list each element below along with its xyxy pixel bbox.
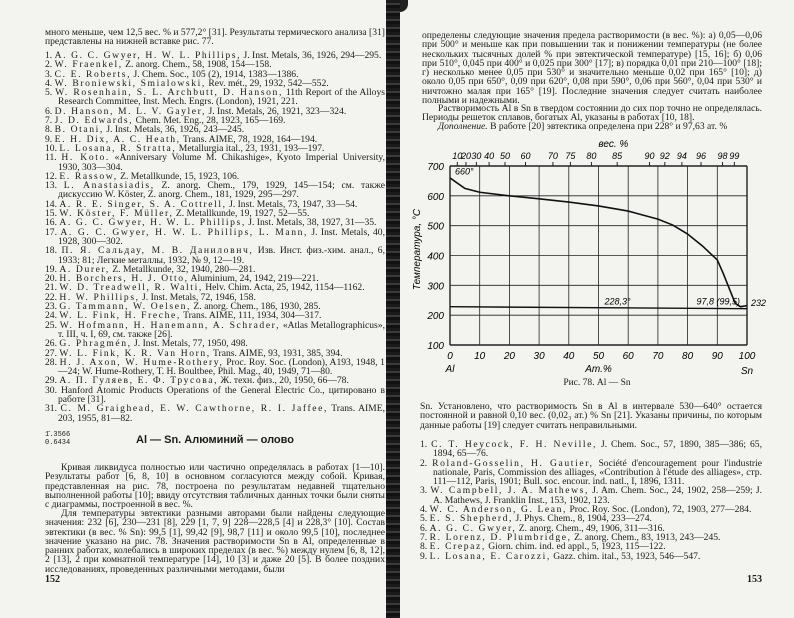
ref-authors: C. M. Graighead, E. W. Cawthorne, R. I. Jaffee, (60, 403, 328, 415)
ref-number: 5. (420, 513, 428, 525)
reference-item (45, 88, 385, 107)
ref-authors: A. Durer, (59, 263, 110, 275)
ref-number: 15. (45, 208, 57, 220)
ref-source: J. Phys. Chem., 8, 1904, 233—274. (513, 513, 652, 525)
x-tick-label: 90 (711, 351, 723, 362)
reference-item (45, 386, 385, 405)
y-tick-label: 700 (427, 162, 444, 173)
ref-source: «Anniversary Volume M. Chikashige», Kyoto Imperial University, 1930, 303—304. (58, 152, 385, 173)
ref-authors: G. Phragmén, (59, 338, 132, 350)
wt-tick-label: 40 (484, 151, 495, 161)
addendum-label: Дополнение. (438, 121, 488, 132)
y-tick-label: 300 (427, 281, 444, 293)
ref-source: J. Inst. Metals, 38, 1927, 31—35. (245, 217, 377, 229)
x-tick-label: 20 (503, 351, 515, 362)
ref-source: J. Inst. Metals, 77, 1950, 498. (131, 338, 248, 350)
x-tick-label: 50 (592, 351, 605, 362)
wt-tick-label: 20 (460, 151, 471, 161)
x-axis-label: Ат.% (585, 364, 612, 375)
ref-source: Z. anorg. Chem., 49, 1906, 311—316. (516, 522, 665, 534)
ref-source: J. Inst. Metals, 73, 1947, 33—54. (226, 198, 358, 210)
ref-number: 9. (420, 550, 428, 562)
label-al-melting: 660° (455, 166, 474, 177)
ref-number: 12. (45, 170, 57, 182)
reference-item (45, 404, 385, 423)
y-tick-label: 100 (427, 341, 444, 352)
ref-authors: A. G. C. Gwyer, H. W. L. Phillips, (54, 50, 242, 61)
ref-number: 23. (45, 301, 57, 313)
reference-item (45, 228, 385, 247)
paragraph-sn-solubility: Sn. Установлено, что растворимость Sn в Al в интервале 530—640° остается постоянной и равной 0,10 вес. (0,02₃ ат.) % Sn [21]. Указаны причины, по которым данные работы [19] следует считать неправильными. (420, 401, 762, 431)
ref-number: 2. (45, 59, 53, 71)
reference-item (45, 181, 385, 200)
ref-authors: J. D. Edwards, (54, 115, 134, 127)
wt-tick-label: 99 (729, 151, 740, 161)
ref-source: J. Chem. Soc., 57, 1890, 385—386; 65, 1894, 65—76. (433, 439, 762, 460)
ref-source: Helv. Chim. Acta, 25, 1942, 1154—1162. (202, 282, 365, 294)
ref-number: 2. (420, 457, 428, 469)
right-page (400, 0, 794, 618)
intro-paragraph: много меньше, чем 12,5 вес. % и 577,2° [31]. Результаты термического анализа [31] представлены на нижней вставке рис. 77. (45, 27, 386, 48)
ref-source: Aluminium, 24, 1942, 219—221. (188, 273, 319, 285)
ref-source: J. Inst. Metals, 36, 1926, 243—245. (103, 124, 245, 136)
ref-authors: G. Tammann, W. Oelsen, (59, 301, 192, 313)
ref-authors: C. E. Roberts, (54, 68, 132, 80)
label-eutectic-temp: 228,3° (604, 296, 631, 307)
ref-authors: H. J. Axon, W. Hume-Rothery, (59, 356, 224, 368)
ref-number: 1. (45, 50, 53, 61)
ref-source: J. Inst. Metals, 36, 1926, 294—295. (241, 50, 382, 61)
reference-item (420, 459, 762, 487)
wt-tick-label: 70 (547, 151, 558, 161)
ref-number: 17. (45, 226, 57, 238)
log-code-2: 0.6434 (45, 438, 71, 447)
ref-number: 31. (45, 403, 57, 415)
ref-authors: L. Losana, R. Stratta, (59, 142, 177, 154)
x-tick-label: 30 (533, 351, 545, 362)
reference-list-left (45, 51, 385, 423)
paragraph-liquidus: Кривая ликвидуса полностью или частично определялась в работах [1—10]. Результаты работ [6, 8, 10] в основном согласуются между собой. Кривая, представленная на рис. 78, построена по результатам недавней тщательно выполненной работы [10]; ввиду отсутствия табличных данных точки были сняты с диаграммы, построенной в вес. %. (45, 462, 385, 511)
wt-tick-label: 10 (452, 151, 463, 161)
ref-source: J. Chem. Soc., 105 (2), 1914, 1383—1386. (131, 68, 299, 80)
wt-tick-label: 92 (659, 151, 670, 161)
y-tick-label: 200 (427, 311, 444, 323)
wt-tick-label: 96 (695, 151, 706, 161)
ref-authors: H. Borchers, H. J. Otto, (59, 273, 189, 285)
ref-authors: П. Я. Сальдау, М. В. Даниловнч, (61, 245, 254, 257)
reference-item (420, 440, 762, 459)
ref-authors: W. Campbell, J. A. Mathews, (430, 485, 590, 497)
ref-number: 30. (45, 384, 57, 396)
ref-source: Trans. AIME, 203, 1955, 81—82. (58, 403, 385, 424)
ref-number: 13. (45, 180, 57, 192)
ref-authors: W. Hofmann, H. Hanemann, A. Schrader, (59, 319, 281, 331)
ref-source: Gazz. chim. ital., 53, 1923, 546—547. (550, 550, 701, 562)
ref-number: 25. (45, 319, 57, 331)
ref-authors: D. Hanson, M. L. V. Gayler, (54, 105, 207, 117)
y-tick-label: 600 (427, 191, 444, 203)
ref-source: Z. Metallkunde, 19, 1927, 52—55. (173, 208, 310, 220)
reference-list-right (420, 440, 762, 561)
ref-source: Metallurgia ital., 23, 1931, 193—197. (176, 142, 325, 154)
ref-source: Proc. Roy. Soc. (London), A193, 1948, 1—24; W. Hume-Rothery, T. H. Boultbee, Phil. Mag., 40, 1949, 71—80. (58, 356, 385, 378)
ref-authors: A. G. C. Gwyer, H. W. L. Phillips, L. Mann, (60, 226, 308, 238)
ref-authors: W. Köster, F. Müller, (59, 208, 174, 220)
ref-source: Proc. Roy. Soc. (London), 72, 1903, 277—284. (567, 504, 752, 516)
x-tick-label: 70 (652, 351, 664, 362)
ref-authors: W. Fraenkel, (54, 59, 123, 71)
ref-authors: W. D. Treadwell, R. Walti, (59, 282, 203, 294)
ref-authors: W. L. Fink, H. Freche, (59, 310, 181, 322)
ref-number: 7. (45, 115, 53, 127)
ref-source: Z. Metallkunde, 32, 1940, 280—281. (109, 263, 256, 275)
top-axis-label: вес. % (598, 139, 629, 150)
ref-number: 11. (45, 152, 57, 164)
ref-authors: A. R. E. Singer, S. A. Cottrell, (59, 198, 227, 210)
paragraph-eutectic: Для температуры эвтектики разными авторами были найдены следующие значения: 232 [6], 230—231 [8], 229 [1, 7, 9] 228—228,5 [4] и 228,3° [10]. Состав эвтектики (в вес. % Sn): 99,5 [1], 99,42 [9], 98,7 [11] и около 99,5 [10], последнее значение указано на рис. 78. Значения растворимости Sn в Al, определенные в ранних работах, колебались в широких пределах (в вес. %) между нулем [6, 8, 12], 2 [13], 2 при комнатной температуре [14], 10 [3] и даже 20 [5]. В более поздних исследованиях, проведенных различными методами, были (45, 508, 385, 575)
wt-tick-label: 80 (586, 151, 597, 161)
reference-item (420, 486, 762, 505)
ref-authors: Roland-Gosselin, H. Gautier, (432, 457, 594, 469)
ref-authors: H. W. Phillips, (59, 291, 140, 303)
ref-authors: L. Anastasiadis, (63, 180, 155, 192)
ref-number: 7. (420, 531, 428, 543)
ref-source: Trans. AIME, 78, 1928, 164—194. (180, 133, 318, 145)
ref-authors: E. S. Shepherd, (429, 513, 514, 525)
ref-source: J. Inst. Metals, 26, 1921, 323—324. (206, 105, 347, 117)
ref-authors: А. П. Гуляев, Е. Ф. Трусова, (59, 375, 219, 387)
page-number: 152 (45, 574, 60, 585)
x-tick-label: 40 (563, 351, 575, 362)
ref-source: Z. anorg. Chem., 179, 1929, 145—154; см. также дискуссию W. Köster, Z. anorg. Chem., 181, 1929, 295—297. (58, 180, 385, 201)
x-tick-label: 80 (682, 351, 694, 362)
ref-number: 20. (45, 273, 57, 285)
label-sn-melting: 232 (751, 298, 767, 309)
ref-authors: W. C. Anderson, G. Lean, (429, 504, 568, 516)
ref-authors: E. H. Dix, A. C. Heath, (54, 133, 181, 145)
figure-caption: Рис. 78. Al — Sn (563, 378, 631, 388)
x-tick-label: 100 (738, 351, 756, 362)
ref-number: 8. (45, 124, 53, 136)
paragraph-al-in-sn: Растворимость Al в Sn в твердом состоянии до сих пор точно не определялась. Периоды решеток сплавов, богатых Al, указаны в работах [10, 18]. (422, 103, 762, 124)
wt-tick-label: 50 (499, 151, 511, 161)
y-tick-label: 400 (427, 251, 444, 263)
label-eutectic-composition: 97,8 (99,5) (696, 296, 741, 307)
book-spine-shadow (386, 0, 400, 618)
addendum-text: В работе [20] эвтектика определена при 228° и 97,63 ат. % (487, 121, 728, 132)
wt-tick-label: 98 (717, 151, 728, 161)
ref-authors: B. Otani, (54, 124, 104, 136)
ref-number: 18. (45, 245, 57, 257)
ref-authors: R. Lorenz, D. Plumbridge, (429, 531, 572, 543)
reference-item (45, 358, 385, 377)
ref-authors: L. Losana, E. Carozzi, (429, 550, 551, 562)
x-tick-label: 10 (474, 351, 486, 362)
ref-source: Hanford Atomic Products Operations of the General Electric Co., цитировано в работе [31]. (58, 384, 385, 405)
ref-source: Z. anorg. Chem., 186, 1930, 285. (191, 301, 321, 313)
wt-tick-label: 75 (565, 151, 576, 161)
wt-tick-label: 90 (644, 151, 655, 161)
ref-number: 8. (420, 541, 428, 553)
ref-authors: H. Koto. (61, 152, 110, 164)
ref-number: 26. (45, 338, 57, 350)
ref-source: J. Am. Chem. Soc., 24, 1902, 258—259; J. A. Mathews, J. Franklin Inst., 153, 1902, 123. (433, 485, 762, 506)
ref-number: 4. (420, 504, 428, 516)
ref-authors: E. Crepaz, (429, 541, 486, 553)
ref-source: Giorn. chim. ind. ed appl., 5, 1923, 115—122. (485, 541, 666, 553)
ref-source: Z. Metallkunde, 15, 1923, 106. (117, 170, 240, 182)
ref-number: 5. (45, 87, 53, 99)
ref-number: 14. (45, 198, 57, 210)
ref-source: Z. anorg. Chem., 83, 1913, 243—245. (571, 531, 721, 543)
ref-number: 4. (45, 77, 53, 89)
ref-authors: W. L. Fink, K. R. Van Horn, (59, 347, 211, 359)
ref-number: 27. (45, 347, 57, 359)
ref-number: 6. (420, 522, 428, 534)
reference-item (45, 321, 385, 340)
ref-number: 9. (45, 133, 53, 145)
x-end-label-sn: Sn (740, 366, 754, 377)
paragraph-addendum (422, 122, 762, 131)
ref-source: Изв. Инст. физ.-хим. анал., 6, 1933; 81; Легкие металлы, 1932, № 9, 12—19. (58, 245, 386, 266)
wt-tick-label: 30 (471, 151, 482, 161)
wt-tick-label: 94 (676, 151, 687, 161)
ref-source: Trans. AIME, 93, 1931, 385, 394. (210, 347, 343, 359)
ref-number: 28. (45, 356, 57, 368)
section-title: Al — Sn. Алюминий — олово (136, 434, 294, 446)
wt-tick-label: 60 (520, 151, 531, 161)
x-end-label-al: Al (445, 364, 455, 375)
section-heading (45, 432, 385, 452)
log-code-1: 1̄.3566 (45, 431, 71, 439)
ref-number: 1. (420, 439, 428, 450)
ref-number: 16. (45, 217, 57, 229)
ref-number: 29. (45, 375, 57, 387)
ref-authors: A. G. C. Gwyer, H. W. L. Phillips, (59, 217, 246, 229)
ref-number: 6. (45, 105, 53, 117)
x-tick-label: 60 (622, 351, 634, 362)
wt-tick-label: 85 (612, 151, 623, 161)
ref-number: 3. (45, 68, 53, 80)
ref-source: Trans. AIME, 111, 1934, 304—317. (180, 310, 322, 322)
x-tick-label: 0 (447, 351, 453, 362)
ref-authors: C. T. Heycock, F. H. Neville, (431, 439, 597, 450)
ref-source: Rev. mét., 29, 1932, 542—552. (205, 77, 329, 89)
phase-diagram (400, 139, 794, 377)
y-tick-label: 500 (427, 221, 444, 233)
reference-item (45, 246, 385, 265)
ref-authors: E. Rassow, (59, 170, 118, 182)
ref-source: «Atlas Metallographicus», т. III, ч. I, 69, см. также [26]. (58, 319, 385, 340)
ref-number: 24. (45, 310, 57, 322)
ref-number: 21. (45, 282, 57, 294)
ref-source: Chem. Met. Eng., 28, 1923, 165—169. (133, 115, 286, 127)
ref-authors: W. Rosenhain, S. L. Archbutt, D. Hanson, (55, 87, 283, 99)
y-axis-label: Температура, °C (412, 208, 423, 291)
ref-source: Z. anorg. Chem., 58, 1908, 154—158. (122, 59, 272, 71)
ref-number: 22. (45, 291, 57, 303)
reference-item (45, 153, 385, 172)
page-number: 153 (747, 574, 762, 585)
ref-number: 10. (45, 142, 57, 154)
ref-authors: A. G. C. Gwyer, (429, 522, 517, 534)
ref-source: 11th Report of the Alloys Research Committee, Inst. Mech. Engrs. (London), 1921, 221. (58, 87, 385, 108)
ref-source: J. Inst. Metals, 72, 1946, 158. (139, 291, 256, 303)
ref-authors: W. Broniewski, Smialowski, (54, 77, 206, 89)
ref-number: 3. (420, 485, 428, 497)
paragraph-solubility: определены следующие значения предела растворимости (в вес. %): а) 0,05—0,06 при 500° и меньше как при повышении так и понижении температуры (не более нескольких тысячных долей % при эвтектической температуре) [15, 16]; б) 0,06 при 510°, 0,045 при 400° и 0,025 при 300° [17]; в) порядка 0,01 при 210—100° [18]; г) несколько менее 0,05 при 530° и значительно меньше 0,02 при 165° [10]; д) около 0,05 при 650°, 0,09 при 620°, 0,08 при 590°, 0,06 при 560°, 0,04 при 530° и ничтожно малая при 165° [19]. Последние значения следует считать наиболее полными и надежными. (422, 30, 762, 107)
ref-number: 19. (45, 263, 57, 275)
ref-source: J. Inst. Metals, 40, 1928, 300—302. (58, 226, 385, 247)
reference-item (420, 552, 762, 561)
ref-source: Ж. техн. физ., 20, 1950, 66—78. (218, 375, 349, 387)
ref-source: Société d'encouragement pour l'industrie nationale, Paris, Commission des alliages, «Contribution à l'étude des alliages», стр. 111—112, Paris, 1901; Bull. soc. encour. ind. natl., I, 1896, 1311. (433, 457, 762, 488)
